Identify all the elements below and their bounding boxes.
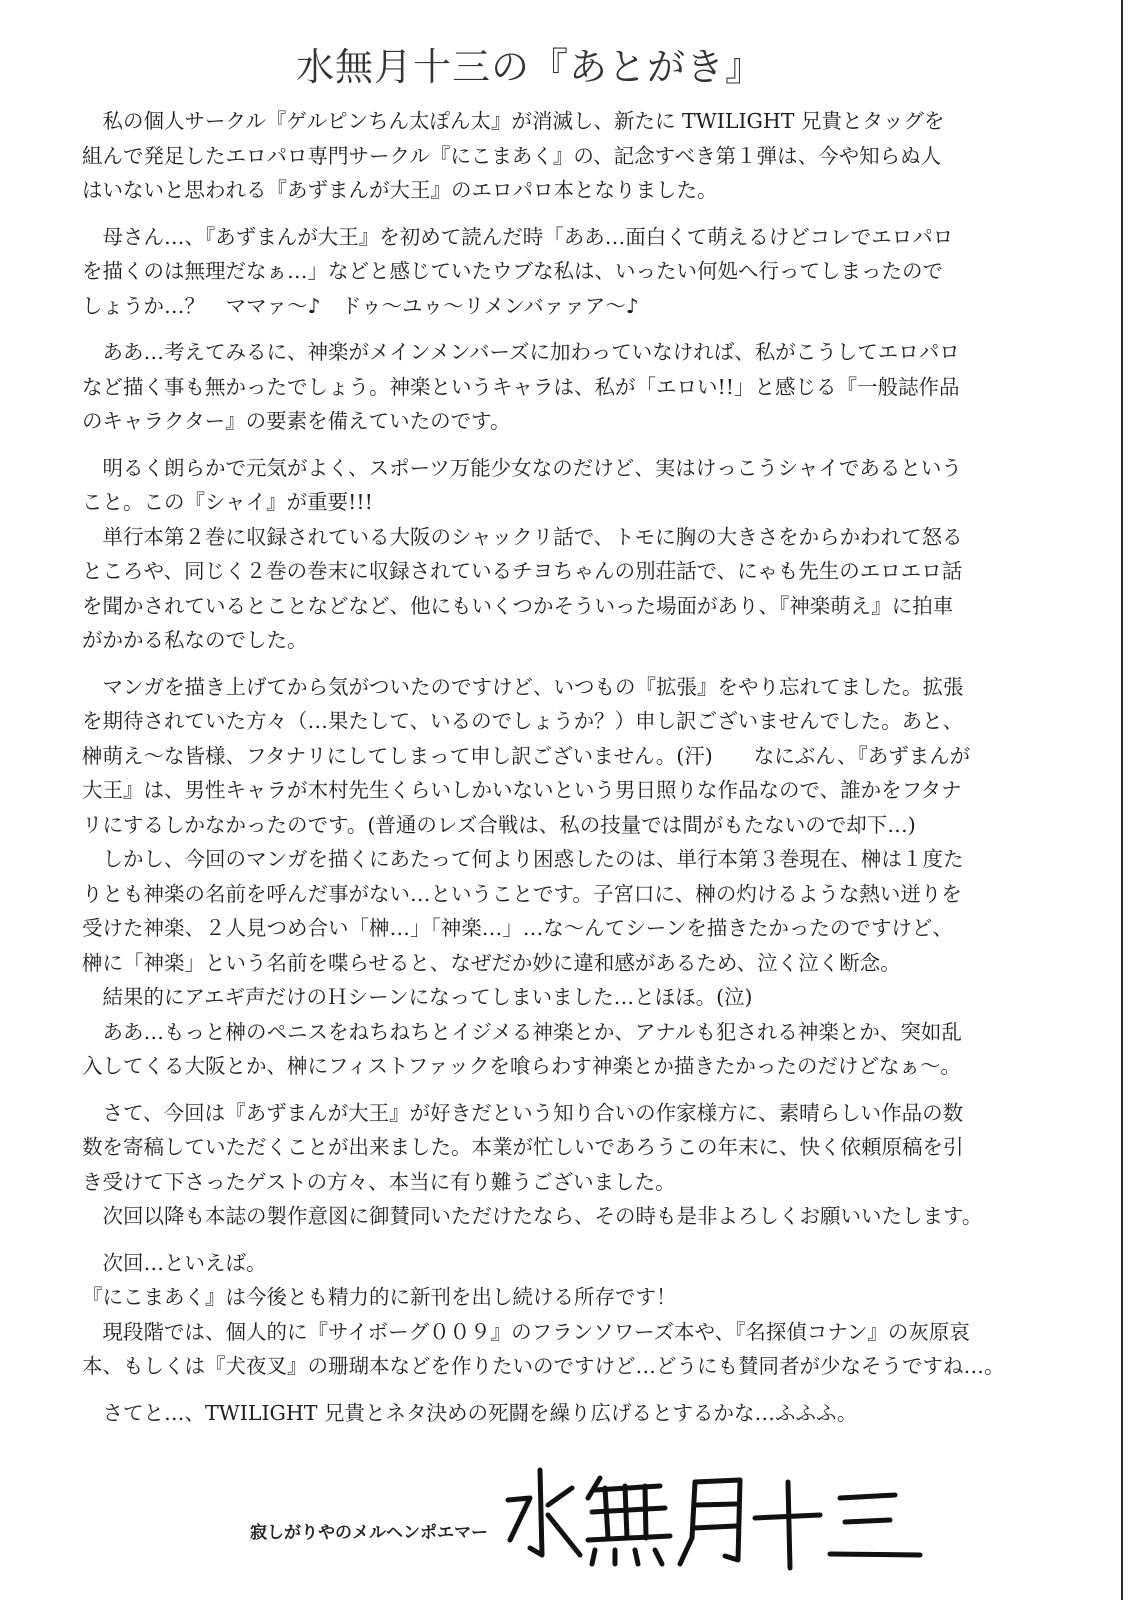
text-line: 単行本第２巻に収録されている大阪のシャックリ話で、トモに胸の大きさをからかわれて怒る xyxy=(82,524,963,549)
text-line: ああ…もっと榊のペニスをねちねちとイジメる神楽とか、アナルも犯される神楽とか、突如乱 xyxy=(82,1019,962,1044)
paragraph xyxy=(82,1096,1042,1234)
text-line: 受けた神楽、２人見つめ合い「榊…」「神楽…」…な〜んてシーンを描きたかったのですけど、 xyxy=(82,916,953,940)
text-line: がかかる私なのでした。 xyxy=(82,628,308,652)
text-line: ところや、同じく２巻の巻末に収録されているチヨちゃんの別荘話で、にゃも先生のエロエロ話 xyxy=(82,559,963,583)
paragraph xyxy=(82,104,1042,208)
handwritten-signature xyxy=(500,1460,930,1580)
text-line: など描く事も無かったでしょう。神楽というキャラは、私が「エロい!!」と感じる『一般誌作品 xyxy=(82,374,960,399)
text-line: 明るく朗らかで元気がよく、スポーツ万能少女なのだけど、実はけっこうシャイであるという xyxy=(82,455,962,480)
text-line: しかし、今回のマンガを描くにあたって何より困惑したのは、単行本第３巻現在、榊は１度た xyxy=(82,847,964,871)
paragraph-gap xyxy=(82,1084,1042,1096)
text-line: 『にこまあく』は今後とも精力的に新刊を出し続ける所存です！ xyxy=(82,1285,677,1309)
signature-row xyxy=(250,1480,970,1580)
text-line: 本、もしくは『犬夜叉』の珊瑚本などを作りたいのですけど…どうにも賛同者が少なそうですね…。 xyxy=(82,1354,1005,1378)
paragraph xyxy=(82,1246,1042,1384)
text-line: さてと…、TWILIGHT 兄貴とネタ決めの死闘を繰り広げるとするかな…ふふふ。 xyxy=(82,1400,858,1425)
text-line: 母さん…、『あずまんが大王』を初めて読んだ時「ああ…面白くて萌えるけどコレでエロパロ xyxy=(82,224,954,249)
paragraph-gap xyxy=(82,323,1042,335)
paragraph xyxy=(82,670,1042,1084)
paragraph-gap xyxy=(82,1384,1042,1396)
text-line: 榊萌え〜な皆様、フタナリにしてしまって申し訳ございません。(汗) なにぶん、『あずまんが xyxy=(82,743,971,768)
text-line: りとも神楽の名前を呼んだ事がない…ということです。子宮口に、榊の灼けるような熱い迸りを xyxy=(82,881,962,906)
text-line: 結果的にアエギ声だけのＨシーンになってしまいました…とほほ。(泣) xyxy=(82,985,753,1009)
paragraph-gap xyxy=(82,658,1042,670)
text-line: 私の個人サークル『ゲルピンちん太ぽん太』が消滅し、新たに TWILIGHT 兄貴とタッグを xyxy=(82,109,945,133)
text-line: リにするしかなかったのです。(普通のレズ合戦は、私の技量では間がもたないので却下…) xyxy=(82,812,916,837)
page-edge xyxy=(1121,0,1123,1600)
paragraph-gap xyxy=(82,439,1042,451)
text-line: 入してくる大阪とか、榊にフィストファックを喰らわす神楽とか描きたかったのだけどなぁ〜。 xyxy=(82,1054,961,1078)
text-line: はいないと思われる『あずまんが大王』のエロパロ本となりました。 xyxy=(82,178,718,202)
afterword-body xyxy=(82,104,1042,1430)
text-line: 榊に「神楽」という名前を喋らせると、なぜだか妙に違和感があるため、泣く泣く断念。 xyxy=(82,950,901,975)
text-line: しょうか…？ ママァ〜♪ ドゥ〜ユゥ〜リメンバァァア〜♪ xyxy=(82,293,639,318)
text-line: 次回以降も本誌の製作意図に御賛同いただけたなら、その時も是非よろしくお願いいたします。 xyxy=(82,1204,983,1228)
paragraph-gap xyxy=(82,1234,1042,1246)
text-line: 組んで発足したエロパロ専門サークル『にこまあく』の、記念すべき第１弾は、今や知らぬ人 xyxy=(82,143,942,168)
paragraph xyxy=(82,220,1042,324)
text-line: のキャラクター』の要素を備えていたのです。 xyxy=(82,409,511,433)
text-line: 数を寄稿していただくことが出来ました。本業が忙しいであろうこの年末に、快く依頼原稿を引 xyxy=(82,1135,964,1159)
signature-caption: 寂しがりやのメルヘンポエマー xyxy=(250,1523,488,1543)
text-line: マンガを描き上げてから気がついたのですけど、いつもの『拡張』をやり忘れてました。拡張 xyxy=(82,674,964,699)
text-line: 現段階では、個人的に『サイボーグ００９』のフランソワーズ本や、『名探偵コナン』の灰原哀 xyxy=(82,1319,970,1344)
paragraph-gap xyxy=(82,208,1042,220)
text-line: を期待されていた方々（…果たして、いるのでしょうか？）申し訳ございませんでした。あと、 xyxy=(82,709,964,733)
text-line: を描くのは無理だなぁ…」などと感じていたウブな私は、いったい何処へ行ってしまったので xyxy=(82,259,943,283)
text-line: を聞かされているとことなどなど、他にもいくつかそういった場面があり、『神楽萌え』に拍車 xyxy=(82,593,954,618)
text-line: き受けて下さったゲストの方々、本当に有り難うございました。 xyxy=(82,1169,676,1194)
text-line: ああ…考えてみるに、神楽がメインメンバーズに加わっていなければ、私がこうしてエロパロ xyxy=(82,340,960,364)
page-title: 水無月十三の『あとがき』 xyxy=(295,45,764,89)
text-line: こと。この『シャイ』が重要!!! xyxy=(82,490,373,514)
paragraph xyxy=(82,1396,1042,1431)
text-line: 大王』は、男性キャラが木村先生くらいしかいないという男日照りな作品なので、誰かをフタナ xyxy=(82,778,962,802)
paragraph xyxy=(82,451,1042,658)
text-line: 次回…といえば。 xyxy=(82,1250,267,1275)
paragraph xyxy=(82,335,1042,439)
text-line: さて、今回は『あずまんが大王』が好きだという知り合いの作家様方に、素晴らしい作品の数 xyxy=(82,1100,964,1125)
